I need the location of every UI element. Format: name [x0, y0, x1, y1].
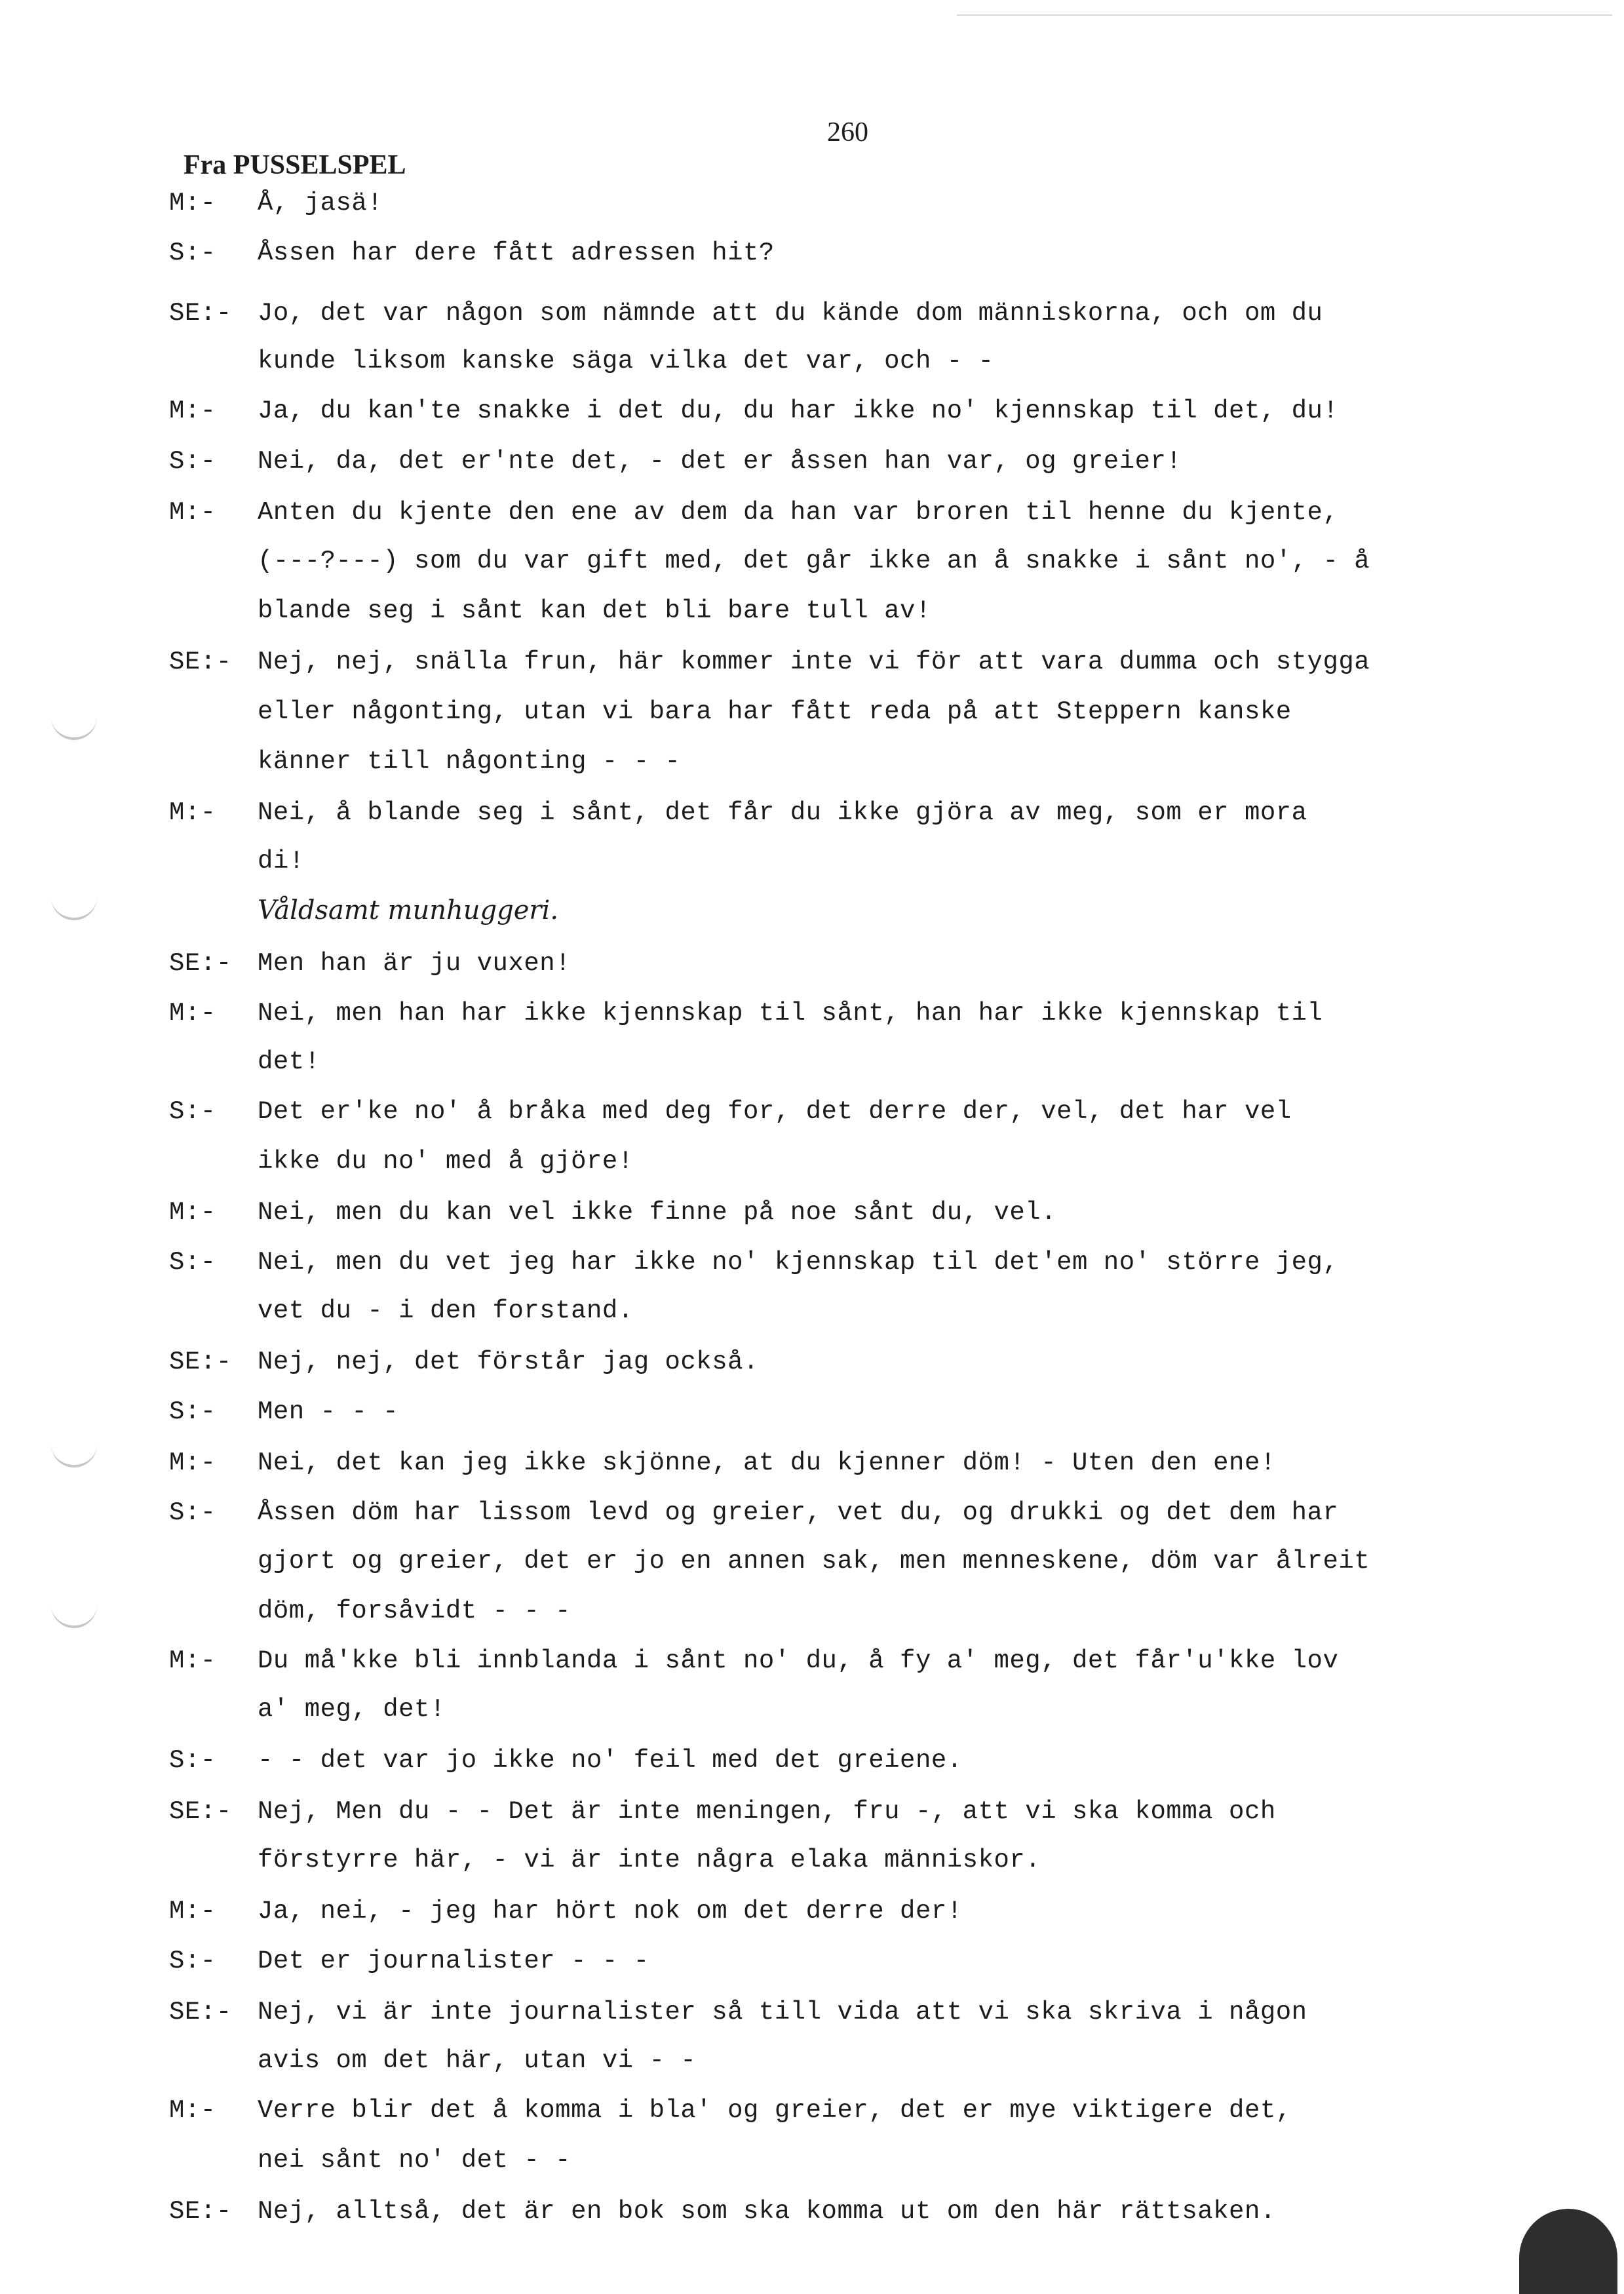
dialogue-line: Ja, du kan'te snakke i det du, du har ikke no' kjennskap til det, du!: [258, 397, 1339, 425]
dialogue-line: Nei, da, det er'nte det, - det er åssen han var, og greier!: [258, 447, 1182, 476]
dialogue-line: Å, jasä!: [258, 189, 383, 218]
speaker-label: M:-: [169, 189, 216, 218]
speaker-label: M:-: [169, 999, 216, 1028]
dialogue-continuation: döm, forsåvidt - - -: [258, 1597, 571, 1625]
dialogue-line: Ja, nei, - jeg har hört nok om det derre der!: [258, 1897, 963, 1926]
dialogue-continuation: gjort og greier, det er jo en annen sak, men menneskene, döm var ålreit: [258, 1547, 1370, 1576]
dialogue-continuation: eller någonting, utan vi bara har fått reda på att Steppern kanske: [258, 697, 1292, 726]
dialogue-line: Du må'kke bli innblanda i sånt no' du, å fy a' meg, det får'u'kke lov: [258, 1646, 1339, 1675]
speaker-label: S:-: [169, 1498, 216, 1527]
dialogue-line: Nei, det kan jeg ikke skjönne, at du kjenner döm! - Uten den ene!: [258, 1448, 1276, 1477]
speaker-label: S:-: [169, 1947, 216, 1975]
speaker-label: M:-: [169, 2096, 216, 2125]
speaker-label: SE:-: [169, 1797, 232, 1826]
dialogue-line: Nej, vi är inte journalister så till vida att vi ska skriva i någon: [258, 1998, 1307, 2027]
dialogue-line: Men - - -: [258, 1397, 399, 1426]
page-number: 260: [827, 117, 868, 147]
speaker-label: SE:-: [169, 2197, 232, 2226]
dialogue-line: Nej, nej, det förstår jag också.: [258, 1348, 759, 1376]
speaker-label: SE:-: [169, 1998, 232, 2027]
speaker-label: M:-: [169, 798, 216, 827]
speaker-label: S:-: [169, 447, 216, 476]
dialogue-continuation: blande seg i sånt kan det bli bare tull av!: [258, 596, 931, 625]
dialogue-line: Nei, å blande seg i sånt, det får du ikke gjöra av meg, som er mora: [258, 798, 1307, 827]
dialogue-continuation: avis om det här, utan vi - -: [258, 2046, 697, 2075]
dialogue-line: Men han är ju vuxen!: [258, 949, 571, 978]
dialogue-line: Det er'ke no' å bråka med deg for, det derre der, vel, det har vel: [258, 1097, 1292, 1126]
speaker-label: M:-: [169, 498, 216, 527]
dialogue-continuation: förstyrre här, - vi är inte några elaka människor.: [258, 1846, 1041, 1875]
speaker-label: SE:-: [169, 648, 232, 676]
dialogue-continuation: (---?---) som du var gift med, det går ikke an å snakke i sånt no', - å: [258, 547, 1370, 575]
dialogue-line: Verre blir det å komma i bla' og greier, det er mye viktigere det,: [258, 2096, 1292, 2125]
dialogue-continuation: nei sånt no' det - -: [258, 2146, 571, 2175]
dialogue-line: - - det var jo ikke no' feil med det greiene.: [258, 1746, 963, 1775]
speaker-label: S:-: [169, 1746, 216, 1775]
dialogue-line: Åssen döm har lissom levd og greier, vet du, og drukki og det dem har: [258, 1498, 1339, 1527]
speaker-label: SE:-: [169, 949, 232, 978]
dialogue-line: Åssen har dere fått adressen hit?: [258, 239, 775, 267]
speaker-label: M:-: [169, 1448, 216, 1477]
speaker-label: S:-: [169, 1097, 216, 1126]
speaker-label: M:-: [169, 1897, 216, 1926]
speaker-label: SE:-: [169, 1348, 232, 1376]
dialogue-continuation: känner till någonting - - -: [258, 747, 681, 776]
dialogue-line: Jo, det var någon som nämnde att du kände dom människorna, och om du: [258, 299, 1323, 328]
dialogue-line: Nei, men du kan vel ikke finne på noe sånt du, vel.: [258, 1198, 1057, 1227]
dialogue-continuation: ikke du no' med å gjöre!: [258, 1147, 634, 1176]
speaker-label: M:-: [169, 397, 216, 425]
page-header: Fra PUSSELSPEL: [184, 150, 406, 180]
speaker-label: SE:-: [169, 299, 232, 328]
dialogue-continuation: vet du - i den forstand.: [258, 1296, 634, 1325]
dialogue-continuation: di!: [258, 847, 305, 876]
speaker-label: S:-: [169, 1397, 216, 1426]
speaker-label: M:-: [169, 1198, 216, 1227]
dialogue-continuation: a' meg, det!: [258, 1695, 446, 1724]
speaker-label: M:-: [169, 1646, 216, 1675]
dialogue-line: Nei, men han har ikke kjennskap til sånt, han har ikke kjennskap til: [258, 999, 1323, 1028]
stage-direction: Våldsamt munhuggeri.: [258, 895, 559, 925]
dialogue-continuation: det!: [258, 1047, 320, 1076]
dialogue-line: Nej, Men du - - Det är inte meningen, fru -, att vi ska komma och: [258, 1797, 1276, 1826]
dialogue-line: Nei, men du vet jeg har ikke no' kjennskap til det'em no' större jeg,: [258, 1248, 1339, 1277]
speaker-label: S:-: [169, 1248, 216, 1277]
speaker-label: S:-: [169, 239, 216, 267]
dialogue-line: Nej, nej, snälla frun, här kommer inte vi för att vara dumma och stygga: [258, 648, 1370, 676]
dialogue-line: Anten du kjente den ene av dem da han var broren til henne du kjente,: [258, 498, 1339, 527]
dialogue-continuation: kunde liksom kanske säga vilka det var, och - -: [258, 347, 994, 376]
dialogue-line: Det er journalister - - -: [258, 1947, 649, 1975]
dialogue-line: Nej, alltså, det är en bok som ska komma ut om den här rättsaken.: [258, 2197, 1276, 2226]
